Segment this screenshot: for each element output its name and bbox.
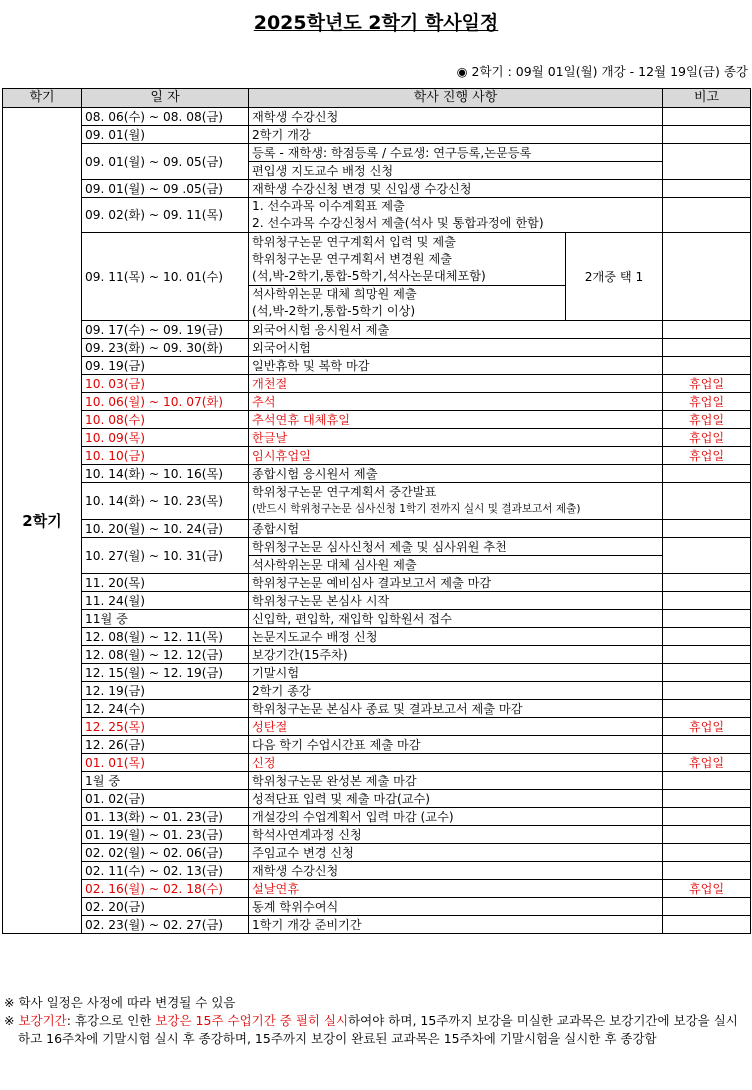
table-row bbox=[3, 826, 751, 844]
row-date: 11월 중 bbox=[82, 610, 249, 628]
row-item bbox=[249, 233, 566, 286]
row-item-sub: 석사학위논문 대체 심사원 제출 bbox=[249, 556, 663, 574]
row-item: 재학생 수강신청 변경 및 신입생 수강신청 bbox=[249, 180, 663, 198]
holiday-badge: 휴업일 bbox=[663, 393, 751, 411]
table-row bbox=[3, 790, 751, 808]
row-item-sub: 편입생 지도교수 배정 신청 bbox=[249, 162, 663, 180]
header-item: 학사 진행 사항 bbox=[249, 89, 663, 108]
row-item: 논문지도교수 배정 신청 bbox=[249, 628, 663, 646]
row-date: 1월 중 bbox=[82, 772, 249, 790]
row-note bbox=[663, 772, 751, 790]
row-item: 신입학, 편입학, 재입학 입학원서 접수 bbox=[249, 610, 663, 628]
table-row bbox=[3, 465, 751, 483]
row-date: 11. 20(목) bbox=[82, 574, 249, 592]
row-item-line: 2. 선수과목 수강신청서 제출(석사 및 통합과정에 한함) bbox=[252, 216, 544, 230]
row-date: 02. 16(월) ~ 02. 18(수) bbox=[82, 880, 249, 898]
schedule-table bbox=[2, 88, 751, 934]
choice-note: 2개중 택 1 bbox=[566, 233, 663, 321]
row-item: 학위청구논문 본심사 시작 bbox=[249, 592, 663, 610]
row-item bbox=[249, 198, 663, 233]
row-date: 10. 27(월) ~ 10. 31(금) bbox=[82, 538, 249, 574]
table-row bbox=[3, 339, 751, 357]
row-note bbox=[663, 700, 751, 718]
table-row bbox=[3, 772, 751, 790]
semester-label: 2학기 bbox=[3, 108, 82, 934]
table-row bbox=[3, 808, 751, 826]
row-item: 종합시험 응시원서 제출 bbox=[249, 465, 663, 483]
row-item: 외국어시험 bbox=[249, 339, 663, 357]
row-item: 학석사연계과정 신청 bbox=[249, 826, 663, 844]
header-date: 일 자 bbox=[82, 89, 249, 108]
semester-period: ◉ 2학기 : 09월 01일(월) 개강 - 12월 19일(금) 종강 bbox=[456, 64, 748, 79]
row-date: 09. 23(화) ~ 09. 30(화) bbox=[82, 339, 249, 357]
header-note: 비고 bbox=[663, 89, 751, 108]
row-date: 02. 02(월) ~ 02. 06(금) bbox=[82, 844, 249, 862]
table-row bbox=[3, 718, 751, 736]
row-date: 02. 23(월) ~ 02. 27(금) bbox=[82, 916, 249, 934]
row-item-sub bbox=[249, 286, 566, 321]
row-date: 10. 14(화) ~ 10. 23(목) bbox=[82, 483, 249, 520]
row-date: 12. 15(월) ~ 12. 19(금) bbox=[82, 664, 249, 682]
table-row bbox=[3, 646, 751, 664]
table-row bbox=[3, 520, 751, 538]
row-date: 01. 13(화) ~ 01. 23(금) bbox=[82, 808, 249, 826]
table-row bbox=[3, 411, 751, 429]
row-note bbox=[663, 339, 751, 357]
table-row bbox=[3, 844, 751, 862]
row-item: 기말시험 bbox=[249, 664, 663, 682]
table-row bbox=[3, 429, 751, 447]
table-row bbox=[3, 126, 751, 144]
row-date: 09. 01(월) bbox=[82, 126, 249, 144]
row-note bbox=[663, 144, 751, 180]
row-note bbox=[663, 844, 751, 862]
footnote-text: 하여야 하며, 15주까지 보강을 미실한 교과목은 보강기간에 보강을 실시하고 16주차에 기말시험 실시 후 종강하며, 15주까지 보강이 완료된 교과목은 15주차에 기말시험을 실시한 후 종강함 bbox=[18, 1013, 738, 1046]
row-note bbox=[663, 916, 751, 934]
table-row bbox=[3, 144, 751, 162]
row-date: 09. 19(금) bbox=[82, 357, 249, 375]
row-date: 12. 25(목) bbox=[82, 718, 249, 736]
row-note bbox=[663, 898, 751, 916]
row-date: 11. 24(월) bbox=[82, 592, 249, 610]
row-note bbox=[663, 108, 751, 126]
row-date: 01. 02(금) bbox=[82, 790, 249, 808]
table-row bbox=[3, 108, 751, 126]
table-row bbox=[3, 628, 751, 646]
row-date: 09. 01(월) ~ 09 .05(금) bbox=[82, 180, 249, 198]
footnote-change: ※ 학사 일정은 사정에 따라 변경될 수 있음 bbox=[4, 995, 236, 1010]
row-item: 학위청구논문 예비심사 결과보고서 제출 마감 bbox=[249, 574, 663, 592]
table-row bbox=[3, 393, 751, 411]
table-row bbox=[3, 574, 751, 592]
row-note bbox=[663, 357, 751, 375]
row-note bbox=[663, 646, 751, 664]
row-note bbox=[663, 682, 751, 700]
table-row bbox=[3, 916, 751, 934]
row-item: 외국어시험 응시원서 제출 bbox=[249, 321, 663, 339]
footnote-emphasis: 보강은 15주 수업기간 중 필히 실시 bbox=[155, 1013, 349, 1028]
table-row bbox=[3, 754, 751, 772]
row-date: 10. 06(월) ~ 10. 07(화) bbox=[82, 393, 249, 411]
row-date: 12. 24(수) bbox=[82, 700, 249, 718]
row-item: 일반휴학 및 복학 마감 bbox=[249, 357, 663, 375]
table-header-row bbox=[3, 89, 751, 108]
table-row bbox=[3, 610, 751, 628]
page-title: 2025학년도 2학기 학사일정 bbox=[253, 12, 499, 34]
row-item: 임시휴업일 bbox=[249, 447, 663, 465]
row-note bbox=[663, 592, 751, 610]
row-item-line: (반드시 학위청구논문 심사신청 1학기 전까지 실시 및 결과보고서 제출) bbox=[252, 503, 581, 515]
row-item: 2학기 개강 bbox=[249, 126, 663, 144]
row-item-line: (석,박-2학기,통합-5학기 이상) bbox=[252, 304, 416, 318]
footnote-makeup bbox=[4, 1012, 748, 1048]
row-note bbox=[663, 664, 751, 682]
row-item: 동계 학위수여식 bbox=[249, 898, 663, 916]
row-item: 1학기 개강 준비기간 bbox=[249, 916, 663, 934]
row-item: 개천절 bbox=[249, 375, 663, 393]
row-note bbox=[663, 520, 751, 538]
row-note bbox=[663, 610, 751, 628]
row-note bbox=[663, 233, 751, 321]
holiday-badge: 휴업일 bbox=[663, 375, 751, 393]
table-row bbox=[3, 592, 751, 610]
row-item: 개설강의 수업계획서 입력 마감 (교수) bbox=[249, 808, 663, 826]
row-note bbox=[663, 126, 751, 144]
row-date: 10. 03(금) bbox=[82, 375, 249, 393]
row-item bbox=[249, 483, 663, 520]
row-item: 신정 bbox=[249, 754, 663, 772]
table-row bbox=[3, 447, 751, 465]
table-row bbox=[3, 682, 751, 700]
row-note bbox=[663, 736, 751, 754]
holiday-badge: 휴업일 bbox=[663, 447, 751, 465]
table-row bbox=[3, 898, 751, 916]
row-date: 10. 14(화) ~ 10. 16(목) bbox=[82, 465, 249, 483]
row-item-line: 석사학위논문 대체 희망원 제출 bbox=[252, 287, 417, 301]
row-date: 12. 26(금) bbox=[82, 736, 249, 754]
row-date: 10. 08(수) bbox=[82, 411, 249, 429]
row-date: 10. 20(월) ~ 10. 24(금) bbox=[82, 520, 249, 538]
row-date: 09. 11(목) ~ 10. 01(수) bbox=[82, 233, 249, 321]
row-note bbox=[663, 483, 751, 520]
row-date: 01. 19(월) ~ 01. 23(금) bbox=[82, 826, 249, 844]
holiday-badge: 휴업일 bbox=[663, 411, 751, 429]
row-date: 01. 01(목) bbox=[82, 754, 249, 772]
row-date: 12. 19(금) bbox=[82, 682, 249, 700]
row-item: 재학생 수강신청 bbox=[249, 862, 663, 880]
row-item: 보강기간(15주차) bbox=[249, 646, 663, 664]
footnote-text: : 휴강으로 인한 bbox=[66, 1013, 156, 1028]
row-date: 12. 08(월) ~ 12. 11(목) bbox=[82, 628, 249, 646]
footnote-mark: ※ bbox=[4, 1013, 19, 1028]
holiday-badge: 휴업일 bbox=[663, 429, 751, 447]
row-date: 10. 09(목) bbox=[82, 429, 249, 447]
row-note bbox=[663, 180, 751, 198]
row-date: 10. 10(금) bbox=[82, 447, 249, 465]
holiday-badge: 휴업일 bbox=[663, 718, 751, 736]
row-item-line: (석,박-2학기,통합-5학기,석사논문대체포함) bbox=[252, 268, 486, 283]
table-row bbox=[3, 321, 751, 339]
table-row bbox=[3, 375, 751, 393]
row-note bbox=[663, 808, 751, 826]
table-row bbox=[3, 180, 751, 198]
row-item: 학위청구논문 본심사 종료 및 결과보고서 제출 마감 bbox=[249, 700, 663, 718]
row-date: 08. 06(수) ~ 08. 08(금) bbox=[82, 108, 249, 126]
row-item: 설날연휴 bbox=[249, 880, 663, 898]
row-date: 09. 02(화) ~ 09. 11(목) bbox=[82, 198, 249, 233]
row-item: 학위청구논문 심사신청서 제출 및 심사위원 추천 bbox=[249, 538, 663, 556]
row-item: 등록 - 재학생: 학점등록 / 수료생: 연구등록,논문등록 bbox=[249, 144, 663, 162]
table-row bbox=[3, 483, 751, 520]
table-row bbox=[3, 862, 751, 880]
table-row bbox=[3, 538, 751, 556]
holiday-badge: 휴업일 bbox=[663, 880, 751, 898]
holiday-badge: 휴업일 bbox=[663, 754, 751, 772]
footnotes bbox=[4, 994, 748, 1048]
table-row bbox=[3, 736, 751, 754]
row-item: 한글날 bbox=[249, 429, 663, 447]
row-note bbox=[663, 826, 751, 844]
table-row bbox=[3, 880, 751, 898]
row-note bbox=[663, 790, 751, 808]
row-item-line: 학위청구논문 연구계획서 변경원 제출 bbox=[252, 251, 452, 266]
table-row bbox=[3, 357, 751, 375]
row-item-line: 학위청구논문 연구계획서 입력 및 제출 bbox=[252, 234, 456, 249]
table-row bbox=[3, 664, 751, 682]
table-row bbox=[3, 700, 751, 718]
header-semester: 학기 bbox=[3, 89, 82, 108]
row-item: 성탄절 bbox=[249, 718, 663, 736]
row-item: 학위청구논문 완성본 제출 마감 bbox=[249, 772, 663, 790]
row-item-line: 1. 선수과목 이수계획표 제출 bbox=[252, 199, 405, 213]
row-note bbox=[663, 465, 751, 483]
footnote-makeup-term: 보강기간 bbox=[18, 1013, 67, 1028]
row-item: 주임교수 변경 신청 bbox=[249, 844, 663, 862]
row-date: 09. 01(월) ~ 09. 05(금) bbox=[82, 144, 249, 180]
row-item-line: 학위청구논문 연구계획서 중간발표 bbox=[252, 485, 437, 499]
table-row bbox=[3, 233, 751, 286]
row-note bbox=[663, 198, 751, 233]
row-note bbox=[663, 538, 751, 574]
row-item: 다음 학기 수업시간표 제출 마감 bbox=[249, 736, 663, 754]
row-item: 추석 bbox=[249, 393, 663, 411]
row-item: 2학기 종강 bbox=[249, 682, 663, 700]
row-date: 09. 17(수) ~ 09. 19(금) bbox=[82, 321, 249, 339]
table-row bbox=[3, 198, 751, 233]
row-item: 추석연휴 대체휴일 bbox=[249, 411, 663, 429]
row-item: 종합시험 bbox=[249, 520, 663, 538]
row-note bbox=[663, 628, 751, 646]
row-date: 12. 08(월) ~ 12. 12(금) bbox=[82, 646, 249, 664]
row-date: 02. 11(수) ~ 02. 13(금) bbox=[82, 862, 249, 880]
row-note bbox=[663, 574, 751, 592]
row-item: 재학생 수강신청 bbox=[249, 108, 663, 126]
row-note bbox=[663, 321, 751, 339]
row-note bbox=[663, 862, 751, 880]
row-date: 02. 20(금) bbox=[82, 898, 249, 916]
row-item: 성적단표 입력 및 제출 마감(교수) bbox=[249, 790, 663, 808]
